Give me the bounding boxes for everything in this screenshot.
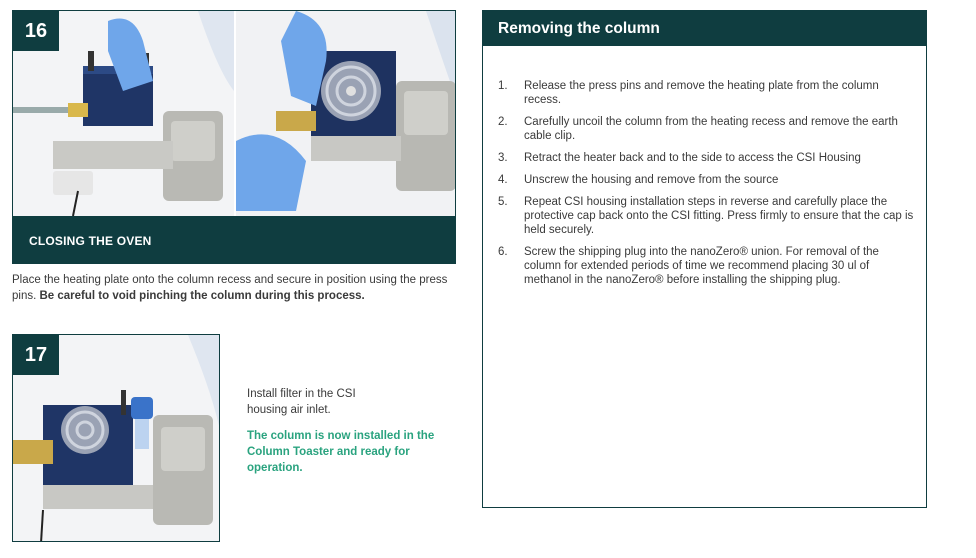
step-16-warning: Be careful to void pinching the column during this process. bbox=[39, 290, 365, 302]
panel-title: Removing the column bbox=[498, 19, 660, 37]
step-text: Retract the heater back and to the side to access the CSI Housing bbox=[524, 152, 861, 164]
list-item bbox=[498, 115, 918, 143]
step-number: 17 bbox=[13, 335, 59, 375]
step-text: Release the press pins and remove the heating plate from the column recess. bbox=[524, 80, 879, 106]
step-index: 3. bbox=[498, 152, 508, 164]
step-16-caption-bar bbox=[13, 216, 456, 264]
step-17-instructions bbox=[247, 386, 365, 418]
step-text: Unscrew the housing and remove from the source bbox=[524, 174, 779, 186]
step-index: 1. bbox=[498, 80, 508, 92]
removing-column-panel bbox=[482, 10, 927, 508]
step-index: 5. bbox=[498, 196, 508, 208]
step-17-text: Install filter in the CSI housing air inlet. bbox=[247, 388, 356, 416]
list-item bbox=[498, 79, 918, 107]
step-index: 4. bbox=[498, 174, 508, 186]
photo-pressing-pins bbox=[236, 11, 456, 216]
list-item bbox=[498, 245, 918, 287]
step-index: 2. bbox=[498, 116, 508, 128]
step-17-box bbox=[12, 334, 220, 542]
step-text: Screw the shipping plug into the nanoZero® union. For removal of the column for extended periods of time we recommend placing 30 ul of methanol in the nanoZero® before installing the shipping plug. bbox=[524, 246, 879, 286]
panel-header bbox=[483, 11, 926, 46]
list-item bbox=[498, 195, 918, 237]
list-item bbox=[498, 173, 918, 187]
step-index: 6. bbox=[498, 246, 508, 258]
step-number: 16 bbox=[13, 11, 59, 51]
step-17-note: The column is now installed in the Column Toaster and ready for operation. bbox=[247, 430, 435, 474]
step-16-instructions bbox=[12, 272, 462, 304]
photo-illustration bbox=[236, 11, 456, 216]
list-item bbox=[498, 151, 918, 165]
removal-steps-list bbox=[498, 79, 918, 295]
step-text: Repeat CSI housing installation steps in reverse and carefully place the protective cap back onto the CSI fitting. Press firmly to ensure that the cap is held securely. bbox=[524, 196, 914, 236]
step-16-caption: CLOSING THE OVEN bbox=[29, 233, 152, 248]
step-16-box bbox=[12, 10, 456, 264]
step-16-text: Place the heating plate onto the column recess and secure in position using the press pins. bbox=[12, 274, 448, 302]
step-text: Carefully uncoil the column from the heating recess and remove the earth cable clip. bbox=[524, 116, 898, 142]
